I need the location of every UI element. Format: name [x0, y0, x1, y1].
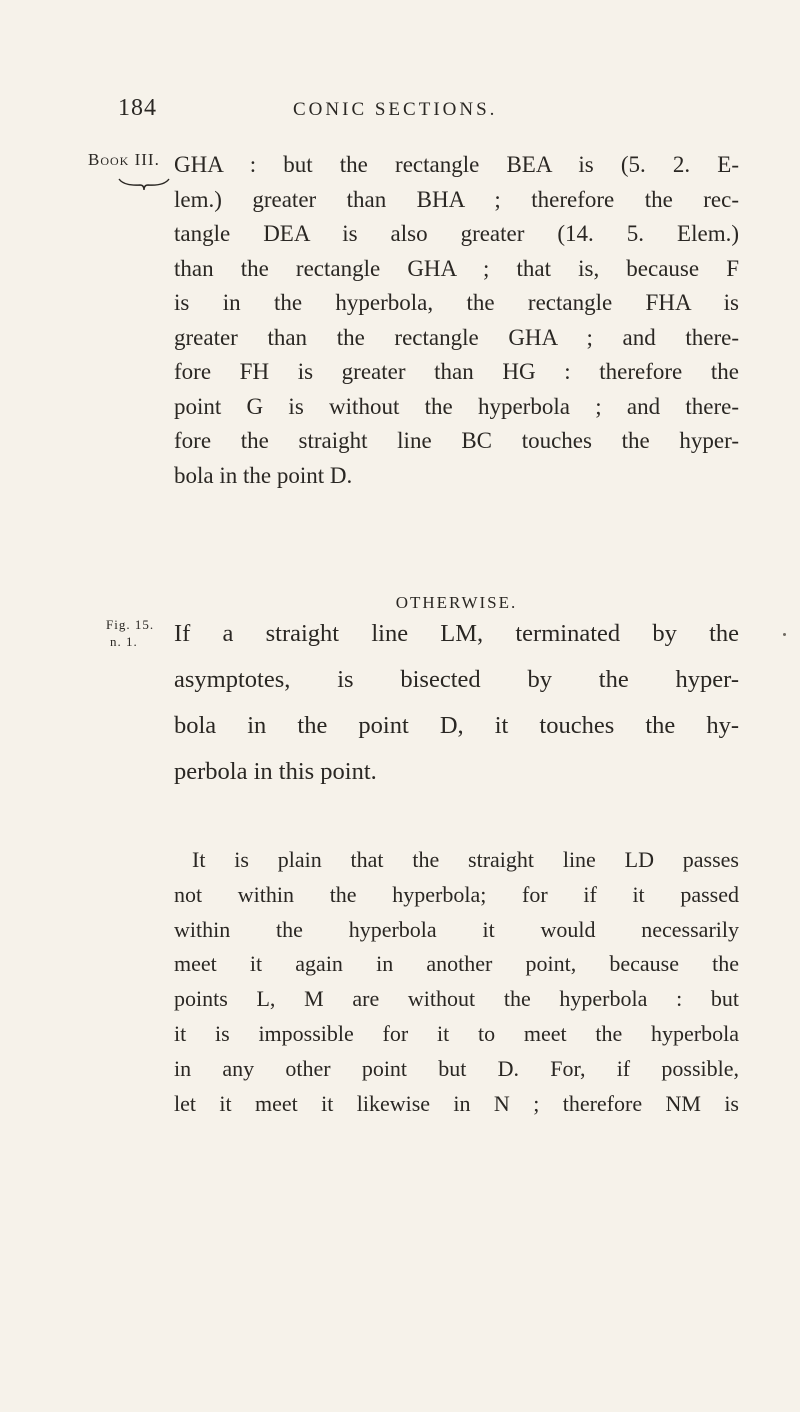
text-line: let it meet it likewise in N ; therefore NM is — [174, 1090, 739, 1116]
text-line: is in the hyperbola, the rectangle FHA is — [174, 290, 739, 315]
paragraph-1 — [174, 148, 739, 493]
margin-mark — [783, 633, 786, 636]
text-line: points L, M are without the hyperbola : but — [174, 986, 739, 1012]
page-number: 184 — [118, 95, 157, 121]
text-line: within the hyperbola it would necessarily — [174, 916, 739, 942]
text-line: fore the straight line BC touches the hyper- — [174, 428, 739, 453]
text-line: not within the hyperbola; for if it passed — [174, 881, 739, 907]
text-line: fore FH is greater than HG : therefore the — [174, 359, 739, 384]
running-title: CONIC SECTIONS. — [293, 99, 498, 120]
text-line: asymptotes, is bisected by the hyper- — [174, 666, 739, 693]
text-line: greater than the rectangle GHA ; and there- — [174, 324, 739, 350]
text-line: it is impossible for it to meet the hyperbola — [174, 1020, 739, 1046]
text-line: bola in the point D, it touches the hy- — [174, 712, 739, 739]
figure-reference: Fig. 15. — [106, 617, 155, 632]
text-line: than the rectangle GHA ; that is, because F — [174, 255, 739, 281]
running-head — [118, 95, 678, 135]
text-line: It is plain that the straight line LD passes — [192, 847, 739, 872]
text-line: lem.) greater than BHA ; therefore the rec- — [174, 186, 739, 212]
paragraph-proof — [174, 843, 739, 1121]
figure-reference-sub: n. 1. — [110, 634, 138, 649]
section-heading: OTHERWISE. — [395, 593, 518, 612]
text-line: bola in the point D. — [174, 462, 353, 488]
text-line: in any other point but D. For, if possible, — [174, 1055, 739, 1081]
text-line: perbola in this point. — [174, 758, 377, 785]
brace-ornament — [118, 177, 170, 191]
proposition-statement — [174, 611, 739, 795]
text-line: meet it again in another point, because the — [174, 951, 739, 977]
text-line: GHA : but the rectangle BEA is (5. 2. E- — [174, 152, 739, 177]
text-line: If a straight line LM, terminated by the — [174, 620, 739, 647]
text-line: tangle DEA is also greater (14. 5. Elem.) — [174, 221, 739, 246]
margin-book-label: Book III. — [88, 150, 160, 169]
text-line: point G is without the hyperbola ; and there- — [174, 393, 739, 419]
